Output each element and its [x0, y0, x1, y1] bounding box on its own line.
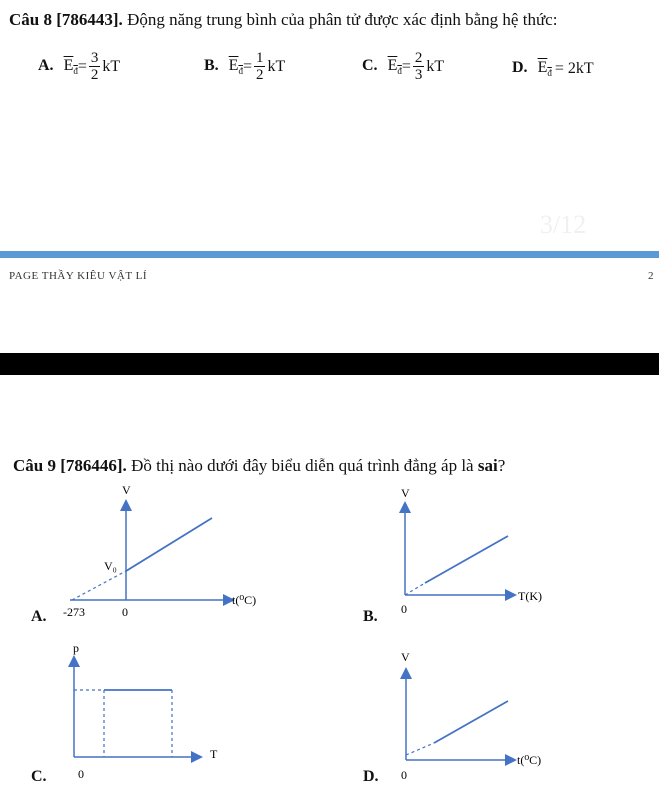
graph-a-origin: 0 — [122, 605, 128, 619]
question-9-label: Câu 9 [786446]. — [13, 456, 127, 475]
q8-option-d-e: $E_đ$ — [537, 59, 552, 79]
q8-option-d: D. $E_đ$ = 2kT — [512, 59, 594, 79]
graph-a-y-label: V — [122, 483, 131, 497]
q8-option-d-letter: D. — [512, 59, 528, 76]
graph-a-v0-label: V₀ — [104, 559, 117, 573]
graph-c — [60, 640, 240, 785]
q8-option-c-e: $E_đ$ — [387, 56, 402, 77]
graph-b-origin: 0 — [401, 602, 407, 616]
question-8-title — [9, 10, 557, 30]
graph-b-letter: B. — [363, 608, 378, 625]
footer-page-number: 2 — [648, 270, 654, 282]
graph-d — [390, 648, 570, 788]
graph-d-origin: 0 — [401, 768, 407, 782]
question-8-text: Động năng trung bình của phân tử được xác định bằng hệ thức: — [122, 10, 558, 29]
graph-b-extrapolation — [405, 583, 425, 595]
graph-d-line — [434, 701, 508, 743]
graph-b-x-label: T(K) — [518, 589, 542, 603]
q8-option-b-letter: B. — [204, 56, 219, 74]
graph-c-origin: 0 — [78, 767, 84, 781]
graph-a-letter: A. — [31, 608, 47, 625]
graph-c-letter: C. — [31, 768, 47, 785]
graph-d-extrapolation — [406, 743, 434, 755]
graph-a — [60, 478, 280, 628]
q8-option-a-e: $E_đ$ — [63, 56, 78, 77]
graph-a-line — [126, 518, 212, 571]
question-9-title — [13, 456, 505, 476]
question-9-mark: ? — [497, 456, 506, 475]
q8-option-a-letter: A. — [38, 56, 54, 74]
page-watermark: 3/12 — [540, 210, 587, 239]
graph-b-line — [425, 536, 508, 583]
graph-c-y-label: p — [73, 641, 79, 655]
graph-b-y-label: V — [401, 486, 410, 500]
black-separator-bar — [0, 353, 659, 375]
q8-option-a: A. $E_đ$ = $\frac{3}{2}$ kT — [38, 50, 121, 83]
q8-option-c: C. $E_đ$ = $\frac{2}{3}$ kT — [362, 50, 445, 83]
question-9-bold-word: sai — [477, 456, 498, 475]
graph-c-x-label: T — [210, 747, 218, 761]
question-8-label: Câu 8 [786443]. — [9, 10, 123, 29]
graph-a-x-label: t(⁰C) — [232, 593, 257, 607]
graph-b — [390, 482, 570, 627]
graph-d-x-label: t(⁰C) — [517, 753, 542, 767]
footer-left: PAGE THẦY KIÊU VẬT LÍ — [9, 270, 148, 282]
page-divider-bar — [0, 251, 659, 258]
graph-d-y-label: V — [401, 650, 410, 664]
q8-option-c-letter: C. — [362, 56, 378, 74]
graph-a-neg-label: -273 — [63, 605, 85, 619]
graph-a-extrapolation — [72, 571, 126, 600]
q8-option-b-e: $E_đ$ — [228, 56, 243, 77]
graph-d-letter: D. — [363, 768, 379, 785]
question-9-text: Đồ thị nào dưới đây biểu diễn quá trình đẳng áp là — [126, 456, 478, 475]
q8-option-b: B. $E_đ$ = $\frac{1}{2}$ kT — [204, 50, 286, 83]
